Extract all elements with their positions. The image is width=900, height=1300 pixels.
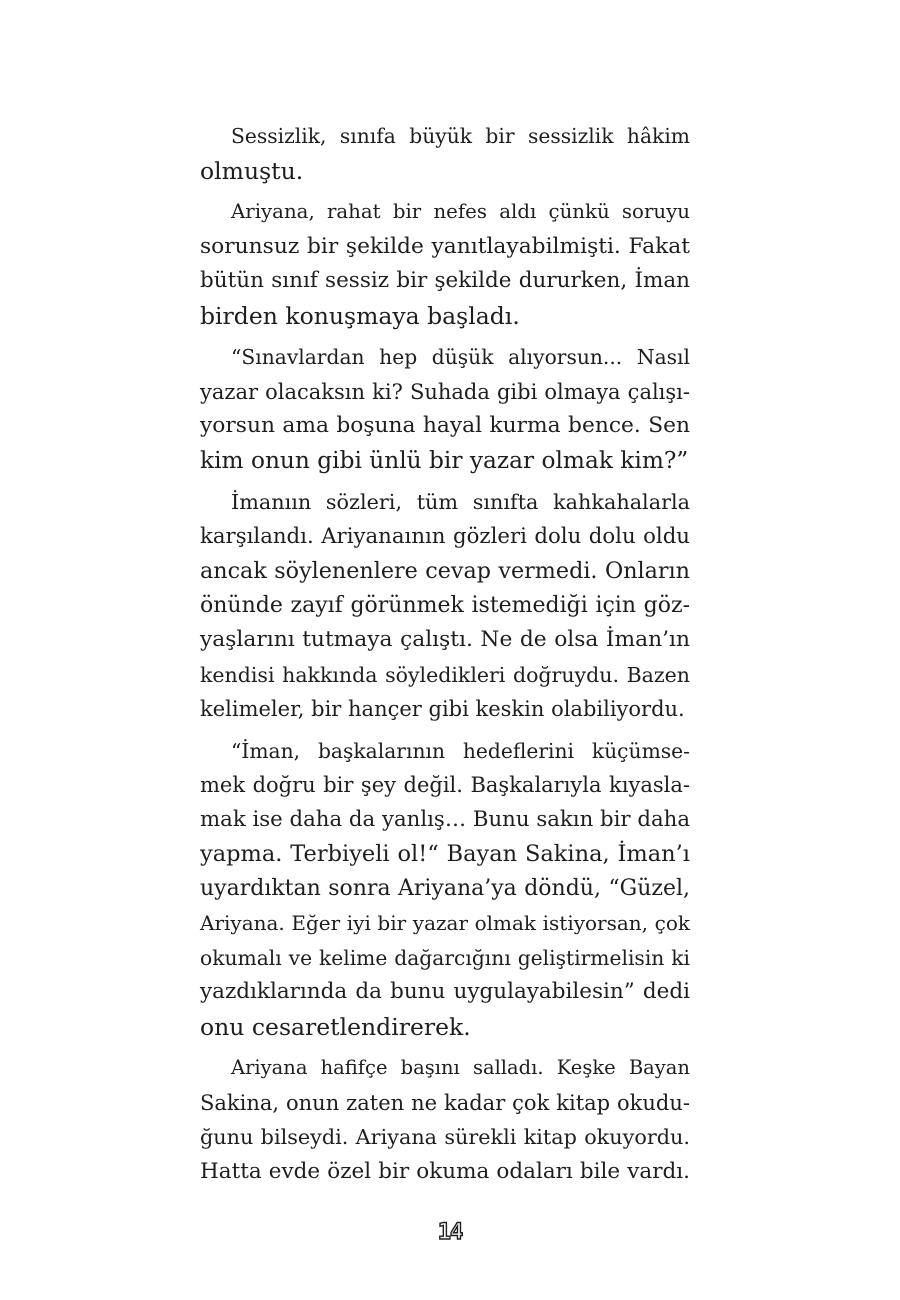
page-body [200,119,690,1196]
text-line: mak ise daha da yanlış… Bunu sakın bir daha [200,806,690,832]
text-line: kim onun gibi ünlü bir yazar olmak kim?” [200,446,689,474]
text-line: Ariyana hafifçe başını salladı. Keşke Bayan [231,1056,690,1079]
text-line: birden konuşmaya başladı. [200,301,520,330]
text-line: onu cesaretlendirerek. [200,1012,471,1041]
text-line: ğunu bilseydi. Ariyana sürekli kitap okuyordu. [200,1125,690,1149]
text-line: yazar olacaksın ki? Suhada gibi olmaya çalışı- [200,379,690,404]
page-number: 14 [437,1220,463,1245]
text-line: kelimeler, bir hançer gibi keskin olabiliyordu. [200,697,685,721]
text-line: kendisi hakkında söyledikleri doğruydu. Bazen [200,662,690,687]
paragraph [200,195,690,333]
text-line: İmanıın sözleri, tüm sınıfta kahkahalarla [231,490,690,514]
text-line: sorunsuz bir şekilde yanıtlayabilmişti. Fakat [200,233,690,259]
text-line: Sakina, onun zaten ne kadar çok kitap okudu- [200,1090,690,1115]
text-line: uyardıktan sonra Ariyana’ya döndü, “Güzel, [200,875,690,901]
text-line: önünde zayıf görünmek istemediği için göz- [200,592,690,618]
paragraph [200,1051,690,1189]
text-line: yazdıklarında da bunu uygulayabilesin” dedi [200,979,690,1004]
text-line: karşılandı. Ariyanaının gözleri dolu dolu oldu [200,523,690,549]
paragraph [200,119,690,188]
text-line: Ariyana. Eğer iyi bir yazar olmak istiyorsan, çok [200,911,690,935]
text-line: mek doğru bir şey değil. Başkalarıyla kıyasla- [200,773,690,797]
paragraph [200,485,690,727]
text-line: yaşlarını tutmaya çalıştı. Ne de olsa İman’ın [200,627,690,652]
text-line: yapma. Terbiyeli ol!“ Bayan Sakina, İman’ı [200,841,690,867]
text-line: okumalı ve kelime dağarcığını geliştirmelisin ki [200,945,690,970]
text-line: Ariyana, rahat bir nefes aldı çünkü soruyu [231,200,690,223]
text-line: bütün sınıf sessiz bir şekilde dururken, İman [200,268,690,293]
text-line: Hatta evde özel bir okuma odaları bile vardı. [200,1158,690,1184]
text-line: “İman, başkalarının hedeflerini küçümse- [231,738,690,763]
paragraph [200,734,690,1045]
text-line: “Sınavlardan hep düşük alıyorsun... Nasıl [231,345,690,369]
text-line: Sessizlik, sınıfa büyük bir sessizlik hâkim [231,124,690,148]
text-line: olmuştu. [200,156,304,185]
paragraph [200,340,690,478]
text-line: yorsun ama boşuna hayal kurma bence. Sen [200,413,690,438]
text-line: ancak söylenenlere cevap vermedi. Onların [200,558,690,584]
